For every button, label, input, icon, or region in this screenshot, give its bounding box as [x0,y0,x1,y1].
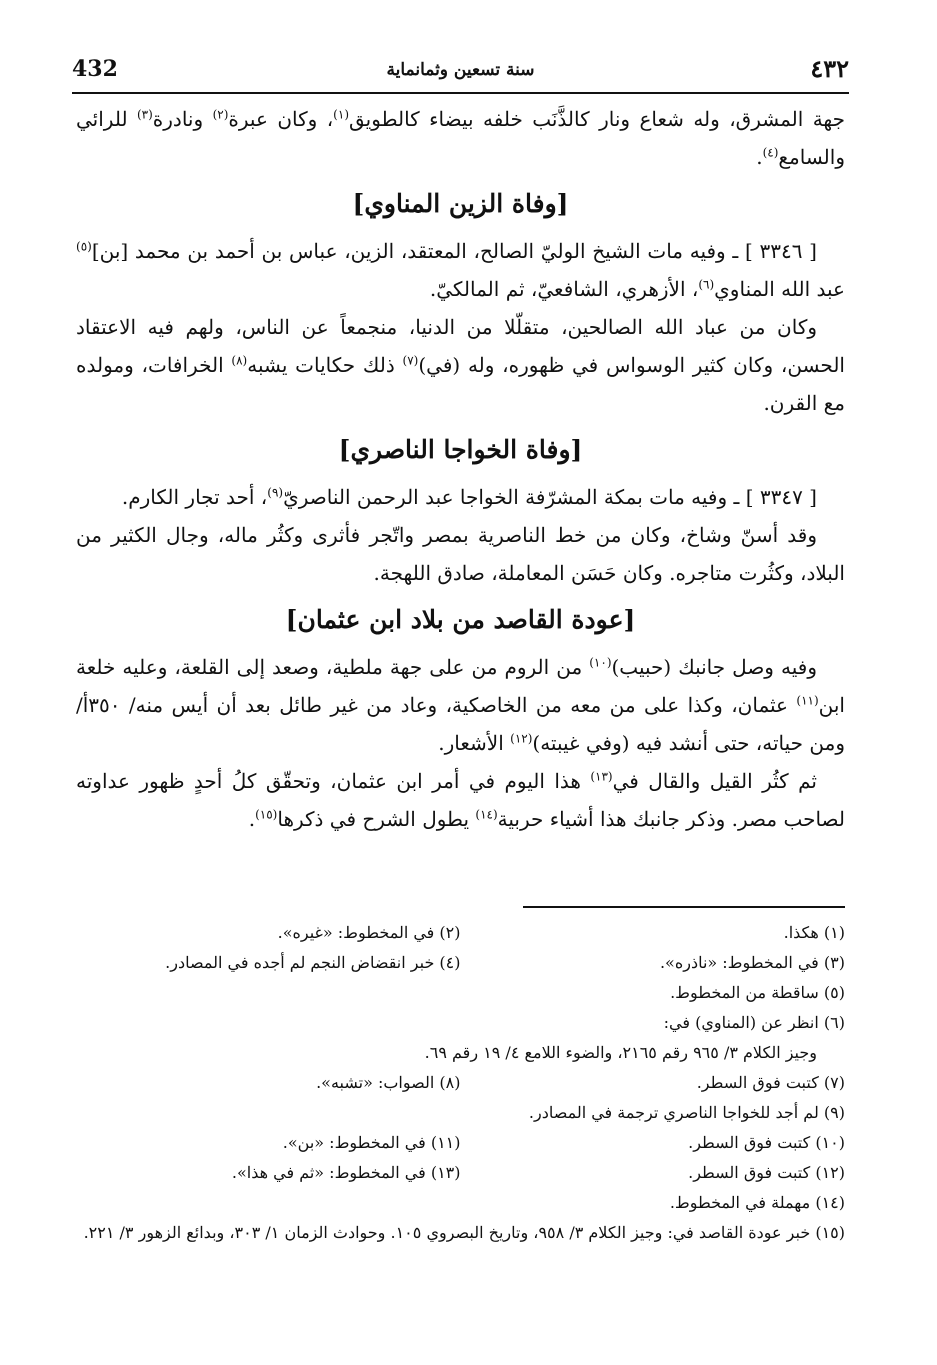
footnote: (٩) لم أجد للخواجا الناصري ترجمة في المصادر. [528,1103,845,1122]
section-heading: [وفاة الزين المناوي] [352,189,569,218]
footnote: (٣) في المخطوط: «ناذره». [659,953,845,972]
footnote-ref: (٢) [212,107,229,122]
footnote-ref: (١٣) [590,769,613,784]
footnote: (٨) الصواب: «تشبه». [316,1073,461,1092]
footnote-ref: (١٠) [589,655,612,670]
footnote-ref: (١٢) [510,731,533,746]
footnote-ref: (١) [333,107,349,122]
footnote-continuation: وجيز الكلام ٣/ ٩٦٥ رقم ٢١٦٥، والضوء اللامع ٤/ ١٩ رقم ٦٩. [424,1043,817,1062]
footnote-ref: (٨) [231,353,248,368]
footnote: (١٣) في المخطوط: «ثم في هذا». [231,1163,461,1182]
main-text [76,100,845,838]
footnote: (١١) في المخطوط: «بن». [282,1133,461,1152]
footnote-ref: (٣) [136,107,153,122]
paragraph: [ ٣٣٤٦ ] ـ وفيه مات الشيخ الوليّ الصالح، المعتقد، الزين، عباس بن أحمد بن محمد [بن]$^{(٥)}$ عبد الله المناوي$^{(٦)}$، الأزهري، الشافعيّ، ثم المالكيّ. [76,239,845,301]
footnote-ref: (٧) [402,353,419,368]
paragraph: وقد أسنّ وشاخ، وكان من خط الناصرية بمصر واتّجر فأثرى وكثُر ماله، وجال الكثير من البلاد، وكثُرت متاجره. وكان حَسَن المعاملة، صادق اللهجة. [76,523,845,585]
page-number: 432 [72,56,118,82]
page-header [72,52,849,94]
footnote: (٥) ساقطة من المخطوط. [670,983,845,1002]
paragraph: وكان من عباد الله الصالحين، متقلّلا من الدنيا، منجمعاً عن الناس، ولهم فيه الاعتقاد الحسن، وكان كثير الوسواس في ظهوره، وله (في)$^{(٧)}$ ذلك حكايات يشبه$^{(٨)}$ الخرافات، ومولده مع القرن. [76,315,845,415]
footnote-separator [523,906,845,908]
footnote: (٤) خبر انقضاض النجم لم أجده في المصادر. [165,953,461,972]
footnote-ref: (٩) [267,485,284,500]
footnote: (٧) كتبت فوق السطر. [696,1073,845,1092]
footnote: (١٢) كتبت فوق السطر. [688,1163,845,1182]
paragraph: جهة المشرق، وله شعاع ونار كالذَّنَب خلفه بيضاء كالطويق$^{(١)}$، وكان عبرة$^{(٢)}$ ونادرة$^{(٣)}$ للرائي والسامع$^{(٤)}$. [76,107,846,169]
paragraph: وفيه وصل جانبك (حبيب)$^{(١٠)}$ من الروم من على جهة ملطية، وصعد إلى القلعة، وعليه خلعة ابن$^{(١١)}$ عثمان، وكذا على من معه من الخاصكية، وعاد من غير طائل بعد أن أيس منه/ ٣٥٠أ/ ومن حياته، حتى أنشد فيه (وفي غيبته)$^{(١٢)}$ الأشعار. [76,655,845,755]
running-title: سنة تسعين وثمانماية [386,60,535,80]
footnote: (٢) في المخطوط: «غيره». [277,923,461,942]
footnote-ref: (٦) [698,277,715,292]
footnote-ref: (٥) [76,239,92,254]
page-number-arabic: ٤٣٢ [810,54,849,83]
section-heading: [وفاة الخواجا الناصري] [338,435,583,464]
footnote: (٦) انظر عن (المناوي) في: [663,1013,845,1032]
paragraph: ثم كثُر القيل والقال في$^{(١٣)}$ هذا اليوم في أمر ابن عثمان، وتحقّق كلُ أحدٍ ظهور عداوته لصاحب مصر. وذكر جانبك هذا أشياء حربية$^{(١٤)}$ يطول الشرح في ذكرها$^{(١٥)}$. [76,769,845,831]
footnote: (١٠) كتبت فوق السطر. [688,1133,845,1152]
footnotes [76,918,845,1248]
footnote-ref: (١٥) [255,807,278,822]
section-heading: [عودة القاصد من بلاد ابن عثمان] [285,605,636,634]
footnote: (١٤) مهملة في المخطوط. [669,1193,845,1212]
footnote-ref: (٤) [762,145,779,160]
paragraph: [ ٣٣٤٧ ] ـ وفيه مات بمكة المشرّفة الخواجا عبد الرحمن الناصريّ$^{(٩)}$، أحد تجار الكارم. [121,485,817,509]
footnote-ref: (١٤) [475,807,498,822]
footnote: (١٥) خبر عودة القاصد في: وجيز الكلام ٣/ ٩٥٨، وتاريخ البصروي ١٠٥. وحوادث الزمان ١/ ٣٠٣، وبدائع الزهور ٣/ ٢٢١. [83,1223,845,1242]
footnote-ref: (١١) [796,693,819,708]
footnote: (١) هكذا. [783,923,845,942]
